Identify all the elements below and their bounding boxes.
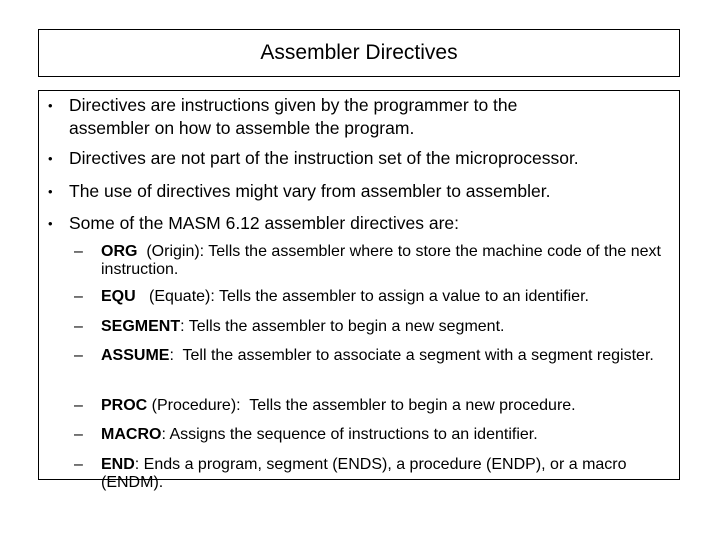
bullet-item — [48, 180, 668, 203]
directive-description: : Assigns the sequence of instructions to an identifier. — [161, 426, 538, 443]
dash-icon: – — [74, 288, 83, 305]
directive-item-end — [74, 456, 674, 492]
directive-description: (Origin): Tells the assembler where to store the machine code of the next instruction. — [101, 243, 666, 278]
directive-keyword: SEGMENT — [101, 318, 181, 335]
bullet-text: Directives are instructions given by the programmer to the assembler on how to assemble the program. — [69, 95, 518, 138]
bullet-text: The use of directives might vary from assembler to assembler. — [69, 181, 551, 201]
directive-keyword: MACRO — [101, 426, 162, 443]
title-box — [38, 29, 680, 77]
dash-icon: – — [74, 397, 83, 414]
directive-item-org — [74, 243, 674, 279]
dash-icon: – — [74, 426, 83, 443]
directive-item-macro — [74, 426, 674, 444]
bullet-icon: • — [48, 98, 53, 113]
bullet-item — [48, 94, 668, 140]
dash-icon: – — [74, 456, 83, 473]
bullet-text: Some of the MASM 6.12 assembler directives are: — [69, 213, 460, 233]
bullet-icon: • — [48, 151, 53, 166]
dash-icon: – — [74, 318, 83, 335]
dash-icon: – — [74, 243, 83, 260]
bullet-item — [48, 147, 668, 170]
directive-item-segment — [74, 318, 674, 336]
bullet-text: Directives are not part of the instruction set of the microprocessor. — [69, 148, 579, 168]
directive-keyword: END — [101, 456, 135, 473]
directive-description: (Procedure): Tells the assembler to begin a new procedure. — [147, 397, 576, 414]
directive-item-equ — [74, 288, 674, 306]
directive-keyword: PROC — [101, 397, 148, 414]
directive-description: : Tell the assembler to associate a segment with a segment register. — [169, 347, 654, 364]
directive-item-proc — [74, 397, 674, 415]
directive-description: (Equate): Tells the assembler to assign a value to an identifier. — [135, 288, 589, 305]
directive-item-assume — [74, 347, 674, 365]
directive-keyword: EQU — [101, 288, 136, 305]
dash-icon: – — [74, 347, 83, 364]
bullet-icon: • — [48, 184, 53, 199]
directive-keyword: ASSUME — [101, 347, 170, 364]
slide-title: Assembler Directives — [260, 41, 458, 64]
directive-description: : Tells the assembler to begin a new segment. — [180, 318, 505, 335]
bullet-icon: • — [48, 216, 53, 231]
directive-keyword: ORG — [101, 243, 138, 260]
directive-description: : Ends a program, segment (ENDS), a procedure (ENDP), or a macro (ENDM). — [101, 456, 631, 491]
bullet-item — [48, 212, 668, 235]
